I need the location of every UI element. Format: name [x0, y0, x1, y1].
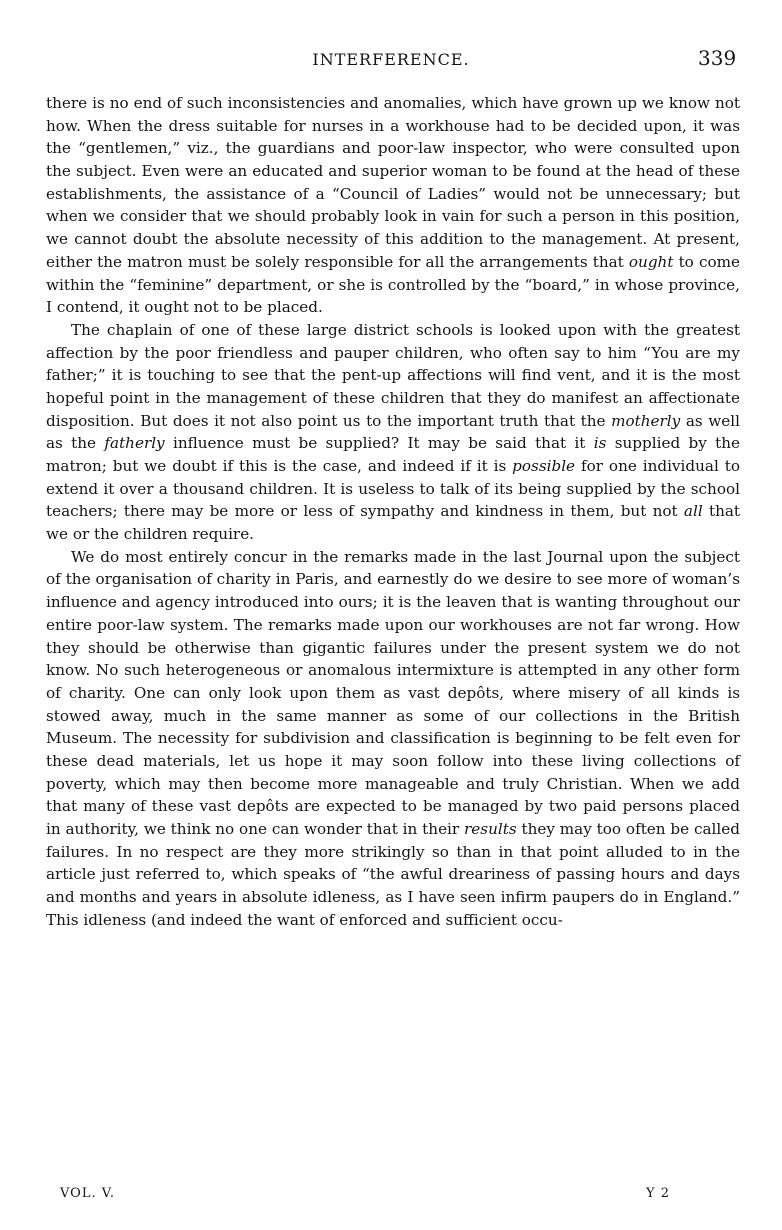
text-run: to come within the “feminine” department, or she is controlled by the “board,” in whose province, I contend, it ought not to be placed. [46, 252, 740, 317]
paragraph [46, 92, 740, 319]
text-run: they may too often be called failures. In no respect are they more strikingly so than in that point alluded to in the article just referred to, which speaks of “the awful dreariness of passing hours and days and months and years in absolute idleness, as I have seen infirm paupers do in England.” This idleness (and indeed the want of enforced and sufficient occu- [46, 820, 740, 929]
text-run: as well as the [46, 411, 740, 453]
body-text [46, 92, 740, 931]
volume-number: VOL. V. [60, 1186, 115, 1201]
italic-run: possible [512, 457, 576, 475]
running-title: INTERFERENCE. [312, 50, 470, 69]
page-number: 339 [698, 46, 737, 70]
paragraph [46, 319, 740, 546]
italic-run: results [464, 820, 517, 838]
italic-run: is [593, 434, 607, 453]
text-run: influence must be supplied? It may be said that it [164, 434, 594, 453]
text-run: The chaplain of one of these large district schools is looked upon with the greatest affection by the poor friendless and pauper children, who often say to him “You are my father;” it is touching to see that the pent-up affections will find vent, and it is the most hopeful point in the management of these children that they do manifest an affectionate disposition. But does it not also point us to the important truth that the [46, 320, 740, 430]
text-run: for one individual to extend it over a thousand children. It is useless to talk of its being supplied by the school teachers; there may be more or less of sympathy and kindness in them, but not [46, 457, 740, 521]
italic-run: motherly [611, 411, 681, 430]
paragraph [46, 546, 740, 932]
italic-run: fatherly [104, 434, 165, 453]
text-run: supplied by the matron; but we doubt if this is the case, and indeed if it is [46, 434, 740, 475]
text-run: there is no end of such inconsistencies and anomalies, which have grown up we know not how. When the dress suitable for nurses in a workhouse had to be decided upon, it was the “gentlemen,” viz., the guardians and poor-law inspector, who were consulted upon the subject. Even were an educated and superior woman to be found at the head of these establishments, the assistance of a “Council of Ladies” would not be unnecessary; but when we consider that we should probably look in vain for such a person in this position, we cannot doubt the absolute necessity of this addition to the management. At present, either the matron must be solely responsible for all the arrangements that [46, 94, 740, 271]
signature-mark: Y 2 [646, 1186, 670, 1201]
text-run: that we or the children require. [46, 502, 741, 544]
italic-run: all [683, 502, 703, 521]
text-run: We do most entirely concur in the remarks made in the last Journal upon the subject of the organisation of charity in Paris, and earnestly do we desire to see more of woman’s influence and agency introduced into ours; it is the leaven that is wanting throughout our entire poor-law system. The remarks made upon our workhouses are not far wrong. How they should be otherwise than gigantic failures under the present system we do not know. No such heterogeneous or anomalous intermixture is attempted in any other form of charity. One can only look upon them as vast depôts, where misery of all kinds is stowed away, much in the same manner as some of our collections in the British Museum. The necessity for subdivision and classification is beginning to be felt even for these dead materials, let us hope it may soon follow into these living collections of poverty, which may then become more manageable and truly Christian. When we add that many of these vast depôts are expected to be managed by two paid persons placed in authority, we think no one can wonder that in their [46, 547, 740, 838]
italic-run: ought [628, 252, 674, 271]
